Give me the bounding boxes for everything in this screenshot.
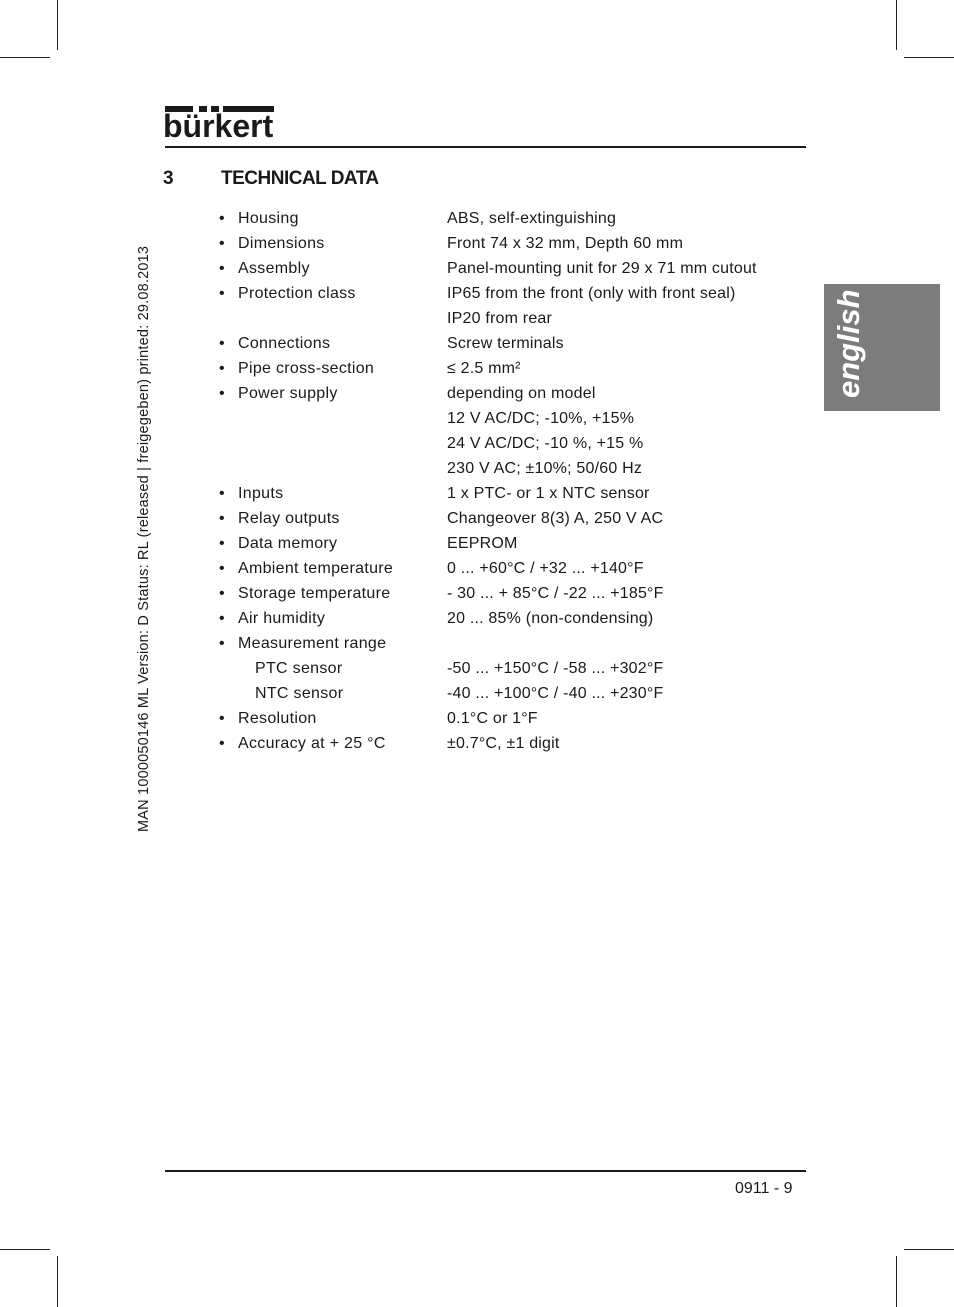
- crop-mark: [57, 0, 58, 50]
- section-title: TECHNICAL DATA: [221, 168, 379, 189]
- spec-value: 24 V AC/DC; -10 %, +15 %: [447, 435, 644, 452]
- spec-value: IP65 from the front (only with front seal): [447, 285, 736, 302]
- spec-value: -50 ... +150°C / -58 ... +302°F: [447, 660, 664, 677]
- bullet-marker: •: [219, 335, 225, 352]
- spec-value: Front 74 x 32 mm, Depth 60 mm: [447, 235, 684, 252]
- spec-value: Changeover 8(3) A, 250 V AC: [447, 510, 664, 527]
- spec-value: ≤ 2.5 mm²: [447, 360, 521, 377]
- footer-rule: [165, 1170, 806, 1172]
- language-tab-label: english: [831, 289, 866, 398]
- crop-mark: [57, 1256, 58, 1307]
- crop-mark: [896, 0, 897, 50]
- bullet-marker: •: [219, 735, 225, 752]
- bullet-marker: •: [219, 710, 225, 727]
- spec-label: PTC sensor: [255, 660, 343, 677]
- spec-label: Power supply: [238, 385, 338, 402]
- bullet-marker: •: [219, 285, 225, 302]
- spec-label: NTC sensor: [255, 685, 344, 702]
- spec-value: 12 V AC/DC; -10%, +15%: [447, 410, 635, 427]
- bullet-marker: •: [219, 610, 225, 627]
- bullet-marker: •: [219, 360, 225, 377]
- bullet-marker: •: [219, 635, 225, 652]
- bullet-marker: •: [219, 485, 225, 502]
- crop-mark: [904, 57, 954, 58]
- page-number: 0911 - 9: [735, 1180, 793, 1197]
- spec-label: Housing: [238, 210, 299, 227]
- spec-value: depending on model: [447, 385, 596, 402]
- spec-value: 0 ... +60°C / +32 ... +140°F: [447, 560, 644, 577]
- crop-mark: [896, 1256, 897, 1307]
- spec-value: 1 x PTC- or 1 x NTC sensor: [447, 485, 650, 502]
- spec-label: Protection class: [238, 285, 356, 302]
- spec-value: ±0.7°C, ±1 digit: [447, 735, 560, 752]
- spec-value: 20 ... 85% (non-condensing): [447, 610, 654, 627]
- bullet-marker: •: [219, 235, 225, 252]
- spec-label: Air humidity: [238, 610, 326, 627]
- bullet-marker: •: [219, 535, 225, 552]
- spec-value: 230 V AC; ±10%; 50/60 Hz: [447, 460, 643, 477]
- spec-value: 0.1°C or 1°F: [447, 710, 538, 727]
- spec-label: Accuracy at + 25 °C: [238, 735, 386, 752]
- bullet-marker: •: [219, 560, 225, 577]
- bullet-marker: •: [219, 585, 225, 602]
- crop-mark: [0, 57, 50, 58]
- section-number: 3: [163, 168, 174, 189]
- spec-label: Resolution: [238, 710, 317, 727]
- bullet-marker: •: [219, 260, 225, 277]
- spec-value: EEPROM: [447, 535, 518, 552]
- spec-label: Dimensions: [238, 235, 325, 252]
- spec-label: Data memory: [238, 535, 338, 552]
- brand-logo: bürkert: [163, 108, 274, 144]
- spec-label: Storage temperature: [238, 585, 391, 602]
- spec-label: Inputs: [238, 485, 284, 502]
- spec-value: Panel-mounting unit for 29 x 71 mm cutout: [447, 260, 757, 277]
- spec-value: IP20 from rear: [447, 310, 553, 327]
- spec-label: Relay outputs: [238, 510, 340, 527]
- bullet-marker: •: [219, 210, 225, 227]
- document-status-note: MAN 1000050146 ML Version: D Status: RL (released | freigegeben) printed: 29.08.2013: [136, 245, 152, 832]
- bullet-marker: •: [219, 510, 225, 527]
- spec-label: Pipe cross-section: [238, 360, 375, 377]
- spec-value: ABS, self-extinguishing: [447, 210, 617, 227]
- spec-value: - 30 ... + 85°C / -22 ... +185°F: [447, 585, 664, 602]
- crop-mark: [0, 1249, 50, 1250]
- crop-mark: [904, 1249, 954, 1250]
- header-rule: [165, 146, 806, 148]
- spec-value: Screw terminals: [447, 335, 564, 352]
- bullet-marker: •: [219, 385, 225, 402]
- spec-label: Ambient temperature: [238, 560, 394, 577]
- spec-label: Measurement range: [238, 635, 387, 652]
- spec-value: -40 ... +100°C / -40 ... +230°F: [447, 685, 664, 702]
- spec-label: Connections: [238, 335, 331, 352]
- spec-label: Assembly: [238, 260, 310, 277]
